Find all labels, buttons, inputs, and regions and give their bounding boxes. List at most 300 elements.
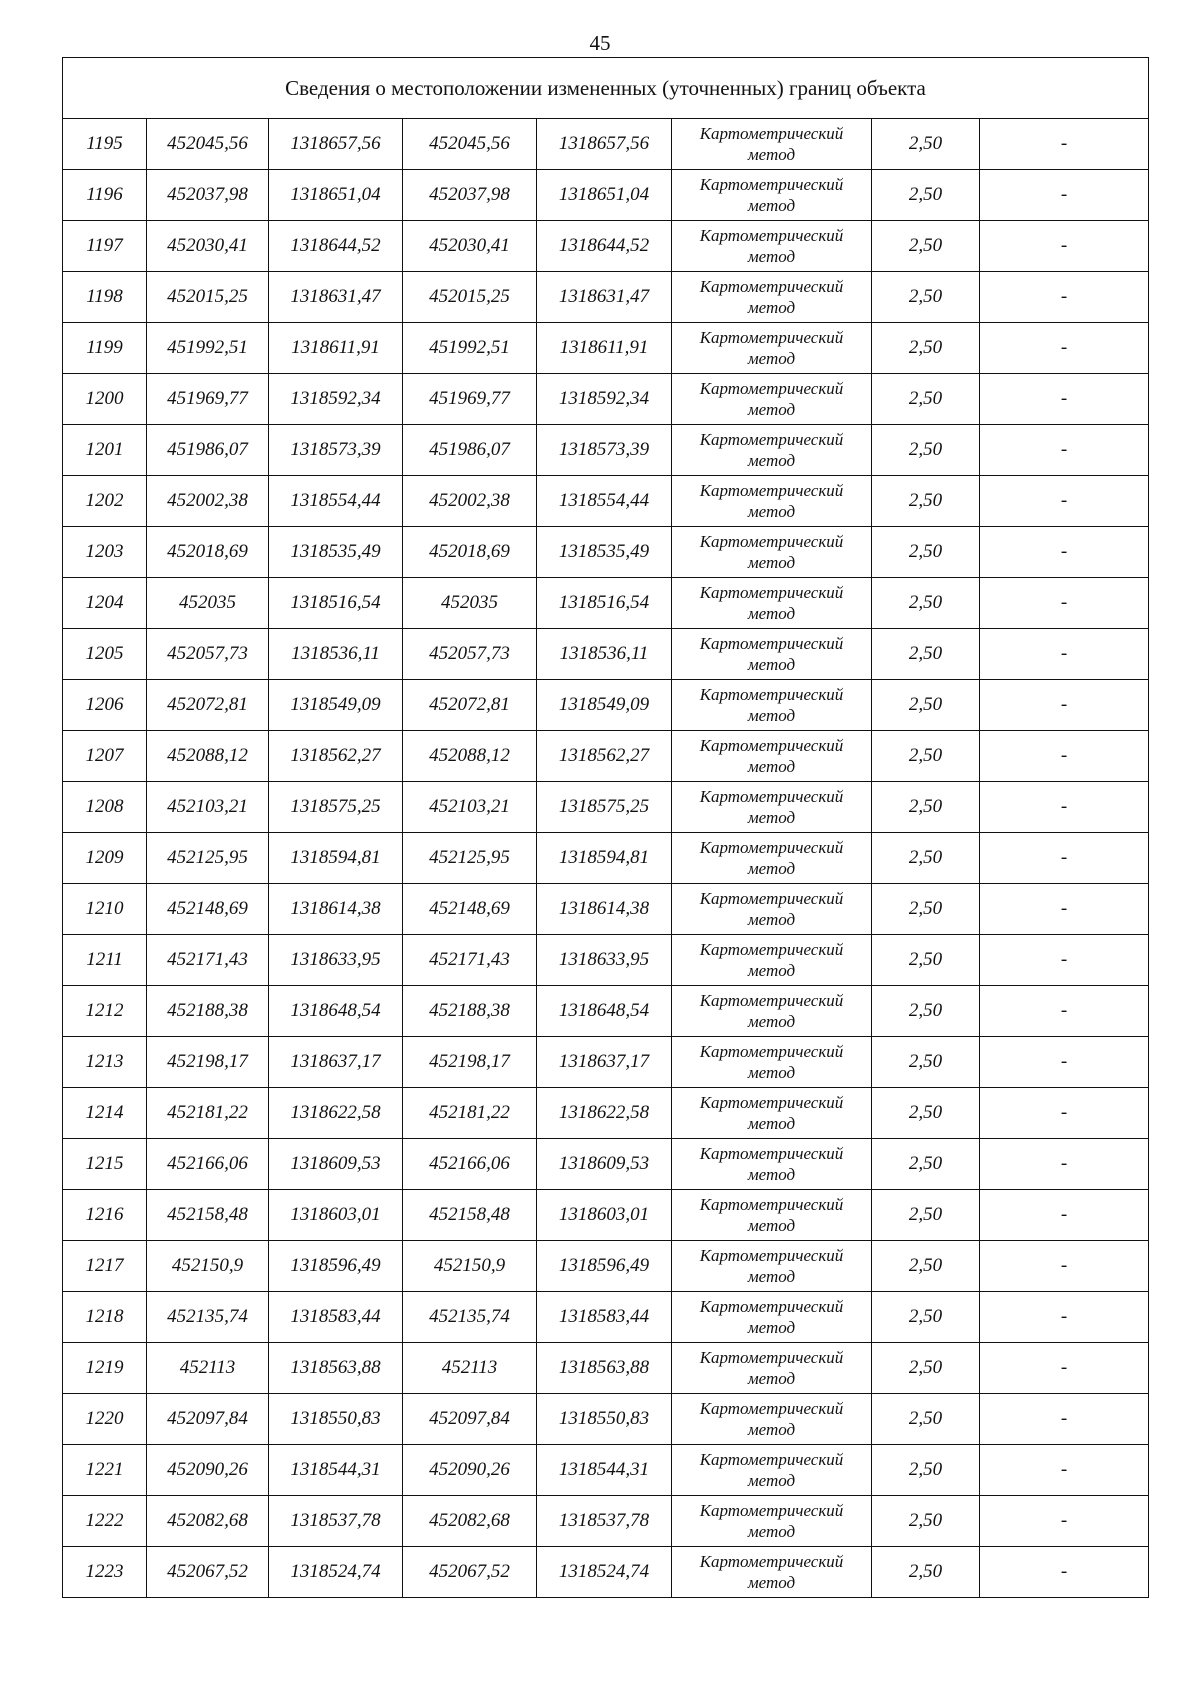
point-number-cell: 1222	[63, 1496, 147, 1547]
method-cell	[672, 1445, 872, 1496]
y-old-cell: 1318611,91	[269, 323, 403, 374]
accuracy-cell: 2,50	[872, 374, 980, 425]
y-old-cell: 1318633,95	[269, 935, 403, 986]
table-row	[63, 1241, 1149, 1292]
method-line-2: метод	[747, 196, 796, 215]
method-cell	[672, 1190, 872, 1241]
y-new-cell: 1318544,31	[537, 1445, 672, 1496]
y-old-cell: 1318516,54	[269, 578, 403, 629]
method-line-2: метод	[747, 349, 796, 368]
x-new-cell: 452037,98	[403, 170, 537, 221]
x-old-cell: 452002,38	[147, 476, 269, 527]
table-row	[63, 221, 1149, 272]
method-line-1: Картометрический	[699, 736, 844, 755]
accuracy-cell: 2,50	[872, 476, 980, 527]
point-number-cell: 1197	[63, 221, 147, 272]
x-new-cell: 452103,21	[403, 782, 537, 833]
method-line-2: метод	[747, 1165, 796, 1184]
method-line-1: Картометрический	[699, 277, 844, 296]
point-number-cell: 1209	[63, 833, 147, 884]
y-old-cell: 1318537,78	[269, 1496, 403, 1547]
y-new-cell: 1318614,38	[537, 884, 672, 935]
x-old-cell: 452198,17	[147, 1037, 269, 1088]
x-old-cell: 451992,51	[147, 323, 269, 374]
table-row	[63, 629, 1149, 680]
method-line-1: Картометрический	[699, 481, 844, 500]
y-old-cell: 1318562,27	[269, 731, 403, 782]
method-cell	[672, 1394, 872, 1445]
x-old-cell: 452113	[147, 1343, 269, 1394]
method-cell	[672, 884, 872, 935]
accuracy-cell: 2,50	[872, 119, 980, 170]
table-row	[63, 1190, 1149, 1241]
method-cell	[672, 119, 872, 170]
method-line-1: Картометрический	[699, 889, 844, 908]
method-line-2: метод	[747, 859, 796, 878]
x-old-cell: 452188,38	[147, 986, 269, 1037]
accuracy-cell: 2,50	[872, 527, 980, 578]
method-line-1: Картометрический	[699, 1246, 844, 1265]
table-row	[63, 1088, 1149, 1139]
point-number-cell: 1196	[63, 170, 147, 221]
description-cell: -	[980, 425, 1149, 476]
point-number-cell: 1205	[63, 629, 147, 680]
point-number-cell: 1195	[63, 119, 147, 170]
description-cell: -	[980, 1241, 1149, 1292]
method-line-2: метод	[747, 1471, 796, 1490]
y-old-cell: 1318549,09	[269, 680, 403, 731]
table-row	[63, 1139, 1149, 1190]
x-new-cell: 452088,12	[403, 731, 537, 782]
method-line-2: метод	[747, 298, 796, 317]
accuracy-cell: 2,50	[872, 425, 980, 476]
method-line-1: Картометрический	[699, 1399, 844, 1418]
method-line-2: метод	[747, 655, 796, 674]
point-number-cell: 1215	[63, 1139, 147, 1190]
method-line-2: метод	[747, 808, 796, 827]
x-new-cell: 452015,25	[403, 272, 537, 323]
description-cell: -	[980, 680, 1149, 731]
y-old-cell: 1318622,58	[269, 1088, 403, 1139]
y-new-cell: 1318563,88	[537, 1343, 672, 1394]
point-number-cell: 1223	[63, 1547, 147, 1598]
accuracy-cell: 2,50	[872, 578, 980, 629]
method-cell	[672, 680, 872, 731]
y-new-cell: 1318657,56	[537, 119, 672, 170]
y-old-cell: 1318535,49	[269, 527, 403, 578]
method-line-2: метод	[747, 1522, 796, 1541]
description-cell: -	[980, 935, 1149, 986]
x-old-cell: 451969,77	[147, 374, 269, 425]
y-old-cell: 1318575,25	[269, 782, 403, 833]
method-cell	[672, 1241, 872, 1292]
y-old-cell: 1318550,83	[269, 1394, 403, 1445]
x-old-cell: 452097,84	[147, 1394, 269, 1445]
method-line-2: метод	[747, 1369, 796, 1388]
method-cell	[672, 986, 872, 1037]
x-new-cell: 452057,73	[403, 629, 537, 680]
description-cell: -	[980, 374, 1149, 425]
y-new-cell: 1318554,44	[537, 476, 672, 527]
accuracy-cell: 2,50	[872, 629, 980, 680]
description-cell: -	[980, 323, 1149, 374]
x-new-cell: 451986,07	[403, 425, 537, 476]
y-new-cell: 1318535,49	[537, 527, 672, 578]
y-old-cell: 1318657,56	[269, 119, 403, 170]
x-old-cell: 452018,69	[147, 527, 269, 578]
point-number-cell: 1206	[63, 680, 147, 731]
y-new-cell: 1318549,09	[537, 680, 672, 731]
x-old-cell: 452057,73	[147, 629, 269, 680]
method-line-2: метод	[747, 1318, 796, 1337]
point-number-cell: 1198	[63, 272, 147, 323]
accuracy-cell: 2,50	[872, 1190, 980, 1241]
x-new-cell: 452090,26	[403, 1445, 537, 1496]
x-old-cell: 452045,56	[147, 119, 269, 170]
table-row	[63, 425, 1149, 476]
x-new-cell: 451969,77	[403, 374, 537, 425]
description-cell: -	[980, 1343, 1149, 1394]
method-line-2: метод	[747, 1012, 796, 1031]
method-line-2: метод	[747, 400, 796, 419]
method-line-1: Картометрический	[699, 1552, 844, 1571]
method-cell	[672, 833, 872, 884]
table-row	[63, 578, 1149, 629]
table-row	[63, 272, 1149, 323]
method-line-2: метод	[747, 910, 796, 929]
accuracy-cell: 2,50	[872, 1037, 980, 1088]
point-number-cell: 1219	[63, 1343, 147, 1394]
method-cell	[672, 1547, 872, 1598]
table-row	[63, 680, 1149, 731]
method-cell	[672, 578, 872, 629]
method-line-1: Картометрический	[699, 175, 844, 194]
method-line-1: Картометрический	[699, 940, 844, 959]
method-cell	[672, 425, 872, 476]
x-new-cell: 452035	[403, 578, 537, 629]
table-row	[63, 476, 1149, 527]
x-old-cell: 452037,98	[147, 170, 269, 221]
method-cell	[672, 1496, 872, 1547]
description-cell: -	[980, 1139, 1149, 1190]
y-old-cell: 1318648,54	[269, 986, 403, 1037]
x-new-cell: 452045,56	[403, 119, 537, 170]
x-new-cell: 452002,38	[403, 476, 537, 527]
accuracy-cell: 2,50	[872, 986, 980, 1037]
y-old-cell: 1318614,38	[269, 884, 403, 935]
y-new-cell: 1318583,44	[537, 1292, 672, 1343]
method-line-1: Картометрический	[699, 1042, 844, 1061]
method-line-1: Картометрический	[699, 991, 844, 1010]
x-new-cell: 452135,74	[403, 1292, 537, 1343]
y-new-cell: 1318651,04	[537, 170, 672, 221]
table-row	[63, 1445, 1149, 1496]
point-number-cell: 1211	[63, 935, 147, 986]
x-new-cell: 452148,69	[403, 884, 537, 935]
description-cell: -	[980, 1292, 1149, 1343]
description-cell: -	[980, 731, 1149, 782]
accuracy-cell: 2,50	[872, 782, 980, 833]
table-row	[63, 884, 1149, 935]
point-number-cell: 1202	[63, 476, 147, 527]
x-new-cell: 452067,52	[403, 1547, 537, 1598]
description-cell: -	[980, 833, 1149, 884]
x-old-cell: 452135,74	[147, 1292, 269, 1343]
y-new-cell: 1318536,11	[537, 629, 672, 680]
description-cell: -	[980, 272, 1149, 323]
x-new-cell: 452072,81	[403, 680, 537, 731]
method-cell	[672, 221, 872, 272]
x-new-cell: 452030,41	[403, 221, 537, 272]
accuracy-cell: 2,50	[872, 272, 980, 323]
y-new-cell: 1318524,74	[537, 1547, 672, 1598]
description-cell: -	[980, 119, 1149, 170]
y-old-cell: 1318524,74	[269, 1547, 403, 1598]
method-cell	[672, 782, 872, 833]
x-old-cell: 452171,43	[147, 935, 269, 986]
accuracy-cell: 2,50	[872, 731, 980, 782]
point-number-cell: 1221	[63, 1445, 147, 1496]
method-line-1: Картометрический	[699, 430, 844, 449]
method-cell	[672, 170, 872, 221]
method-cell	[672, 1088, 872, 1139]
point-number-cell: 1213	[63, 1037, 147, 1088]
x-new-cell: 452188,38	[403, 986, 537, 1037]
method-line-1: Картометрический	[699, 328, 844, 347]
method-line-1: Картометрический	[699, 532, 844, 551]
method-line-2: метод	[747, 1063, 796, 1082]
x-old-cell: 452090,26	[147, 1445, 269, 1496]
method-line-1: Картометрический	[699, 124, 844, 143]
method-line-2: метод	[747, 961, 796, 980]
method-cell	[672, 1139, 872, 1190]
point-number-cell: 1214	[63, 1088, 147, 1139]
table-title: Сведения о местоположении измененных (уточненных) границ объекта	[63, 58, 1149, 119]
y-new-cell: 1318603,01	[537, 1190, 672, 1241]
description-cell: -	[980, 1496, 1149, 1547]
table-row	[63, 1343, 1149, 1394]
method-line-2: метод	[747, 1420, 796, 1439]
point-number-cell: 1199	[63, 323, 147, 374]
x-old-cell: 452158,48	[147, 1190, 269, 1241]
x-old-cell: 452125,95	[147, 833, 269, 884]
method-line-1: Картометрический	[699, 1501, 844, 1520]
table-row	[63, 119, 1149, 170]
accuracy-cell: 2,50	[872, 833, 980, 884]
y-new-cell: 1318637,17	[537, 1037, 672, 1088]
x-old-cell: 452067,52	[147, 1547, 269, 1598]
table-row	[63, 170, 1149, 221]
y-new-cell: 1318633,95	[537, 935, 672, 986]
point-number-cell: 1204	[63, 578, 147, 629]
accuracy-cell: 2,50	[872, 935, 980, 986]
y-old-cell: 1318609,53	[269, 1139, 403, 1190]
table-row	[63, 1496, 1149, 1547]
point-number-cell: 1200	[63, 374, 147, 425]
y-new-cell: 1318648,54	[537, 986, 672, 1037]
x-old-cell: 452030,41	[147, 221, 269, 272]
method-cell	[672, 731, 872, 782]
y-new-cell: 1318611,91	[537, 323, 672, 374]
method-cell	[672, 476, 872, 527]
point-number-cell: 1208	[63, 782, 147, 833]
y-old-cell: 1318563,88	[269, 1343, 403, 1394]
method-line-2: метод	[747, 451, 796, 470]
accuracy-cell: 2,50	[872, 1547, 980, 1598]
description-cell: -	[980, 221, 1149, 272]
x-old-cell: 452181,22	[147, 1088, 269, 1139]
point-number-cell: 1210	[63, 884, 147, 935]
method-cell	[672, 527, 872, 578]
x-old-cell: 452015,25	[147, 272, 269, 323]
description-cell: -	[980, 1088, 1149, 1139]
method-cell	[672, 1037, 872, 1088]
table-row	[63, 1394, 1149, 1445]
table-row	[63, 1037, 1149, 1088]
method-line-1: Картометрический	[699, 838, 844, 857]
y-old-cell: 1318651,04	[269, 170, 403, 221]
method-line-2: метод	[747, 1573, 796, 1592]
accuracy-cell: 2,50	[872, 1292, 980, 1343]
y-old-cell: 1318536,11	[269, 629, 403, 680]
method-line-2: метод	[747, 604, 796, 623]
boundary-coordinates-table	[62, 57, 1149, 1598]
method-line-2: метод	[747, 145, 796, 164]
page-number: 45	[589, 31, 611, 55]
y-new-cell: 1318573,39	[537, 425, 672, 476]
method-line-2: метод	[747, 706, 796, 725]
method-line-1: Картометрический	[699, 1144, 844, 1163]
description-cell: -	[980, 782, 1149, 833]
accuracy-cell: 2,50	[872, 884, 980, 935]
description-cell: -	[980, 476, 1149, 527]
x-new-cell: 452125,95	[403, 833, 537, 884]
method-cell	[672, 935, 872, 986]
y-new-cell: 1318562,27	[537, 731, 672, 782]
method-line-1: Картометрический	[699, 1450, 844, 1469]
accuracy-cell: 2,50	[872, 1445, 980, 1496]
method-line-2: метод	[747, 1216, 796, 1235]
y-new-cell: 1318644,52	[537, 221, 672, 272]
x-old-cell: 452103,21	[147, 782, 269, 833]
method-line-2: метод	[747, 553, 796, 572]
x-old-cell: 452088,12	[147, 731, 269, 782]
x-new-cell: 452097,84	[403, 1394, 537, 1445]
table-row	[63, 323, 1149, 374]
method-line-1: Картометрический	[699, 1348, 844, 1367]
x-new-cell: 452171,43	[403, 935, 537, 986]
table-row	[63, 527, 1149, 578]
method-line-2: метод	[747, 247, 796, 266]
y-old-cell: 1318573,39	[269, 425, 403, 476]
description-cell: -	[980, 884, 1149, 935]
method-cell	[672, 323, 872, 374]
accuracy-cell: 2,50	[872, 1394, 980, 1445]
accuracy-cell: 2,50	[872, 680, 980, 731]
accuracy-cell: 2,50	[872, 1139, 980, 1190]
y-new-cell: 1318592,34	[537, 374, 672, 425]
y-new-cell: 1318594,81	[537, 833, 672, 884]
y-old-cell: 1318592,34	[269, 374, 403, 425]
accuracy-cell: 2,50	[872, 1088, 980, 1139]
y-new-cell: 1318516,54	[537, 578, 672, 629]
table-body	[63, 119, 1149, 1598]
x-new-cell: 452198,17	[403, 1037, 537, 1088]
method-line-1: Картометрический	[699, 634, 844, 653]
description-cell: -	[980, 986, 1149, 1037]
method-cell	[672, 629, 872, 680]
y-old-cell: 1318596,49	[269, 1241, 403, 1292]
x-old-cell: 452150,9	[147, 1241, 269, 1292]
description-cell: -	[980, 1190, 1149, 1241]
accuracy-cell: 2,50	[872, 1241, 980, 1292]
accuracy-cell: 2,50	[872, 221, 980, 272]
table-row	[63, 986, 1149, 1037]
method-cell	[672, 272, 872, 323]
y-old-cell: 1318544,31	[269, 1445, 403, 1496]
x-new-cell: 452166,06	[403, 1139, 537, 1190]
accuracy-cell: 2,50	[872, 170, 980, 221]
method-line-1: Картометрический	[699, 583, 844, 602]
y-old-cell: 1318554,44	[269, 476, 403, 527]
x-new-cell: 452158,48	[403, 1190, 537, 1241]
x-old-cell: 452166,06	[147, 1139, 269, 1190]
table-row	[63, 374, 1149, 425]
method-line-2: метод	[747, 502, 796, 521]
y-new-cell: 1318537,78	[537, 1496, 672, 1547]
table-title-row	[63, 58, 1149, 119]
y-new-cell: 1318575,25	[537, 782, 672, 833]
x-old-cell: 452082,68	[147, 1496, 269, 1547]
x-new-cell: 452082,68	[403, 1496, 537, 1547]
y-old-cell: 1318594,81	[269, 833, 403, 884]
y-new-cell: 1318622,58	[537, 1088, 672, 1139]
description-cell: -	[980, 170, 1149, 221]
x-new-cell: 451992,51	[403, 323, 537, 374]
point-number-cell: 1201	[63, 425, 147, 476]
table-row	[63, 1292, 1149, 1343]
x-new-cell: 452018,69	[403, 527, 537, 578]
method-line-1: Картометрический	[699, 1195, 844, 1214]
method-line-1: Картометрический	[699, 1297, 844, 1316]
y-new-cell: 1318550,83	[537, 1394, 672, 1445]
method-line-1: Картометрический	[699, 685, 844, 704]
method-line-1: Картометрический	[699, 1093, 844, 1112]
description-cell: -	[980, 527, 1149, 578]
y-old-cell: 1318583,44	[269, 1292, 403, 1343]
point-number-cell: 1203	[63, 527, 147, 578]
point-number-cell: 1218	[63, 1292, 147, 1343]
table-row	[63, 935, 1149, 986]
accuracy-cell: 2,50	[872, 323, 980, 374]
description-cell: -	[980, 1547, 1149, 1598]
accuracy-cell: 2,50	[872, 1343, 980, 1394]
x-old-cell: 452148,69	[147, 884, 269, 935]
y-new-cell: 1318631,47	[537, 272, 672, 323]
description-cell: -	[980, 1445, 1149, 1496]
y-old-cell: 1318631,47	[269, 272, 403, 323]
description-cell: -	[980, 629, 1149, 680]
x-new-cell: 452181,22	[403, 1088, 537, 1139]
x-new-cell: 452113	[403, 1343, 537, 1394]
table-row	[63, 731, 1149, 782]
point-number-cell: 1212	[63, 986, 147, 1037]
method-line-1: Картометрический	[699, 787, 844, 806]
method-cell	[672, 1292, 872, 1343]
x-old-cell: 452035	[147, 578, 269, 629]
y-new-cell: 1318596,49	[537, 1241, 672, 1292]
method-line-2: метод	[747, 757, 796, 776]
